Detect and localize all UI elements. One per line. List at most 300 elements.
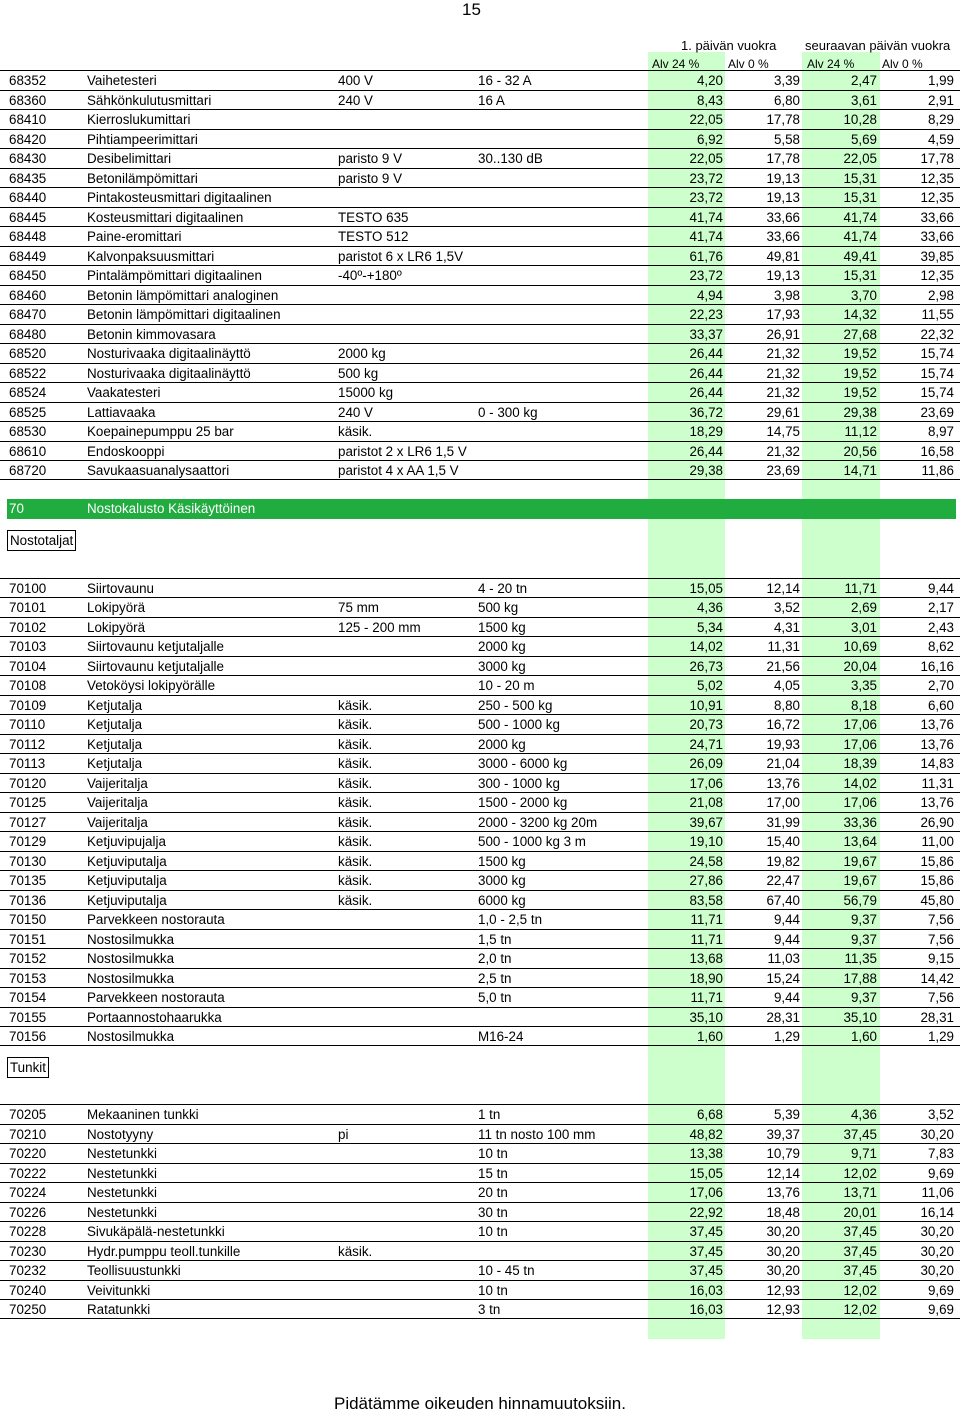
item-code: 70103: [9, 639, 47, 654]
price-day1-alv0: 18,48: [766, 1204, 800, 1220]
price-day1-alv24: 24,58: [689, 853, 723, 869]
item-name: Pintalämpömittari digitaalinen: [87, 268, 262, 283]
item-name: Sähkönkulutusmittari: [87, 92, 212, 108]
price-next-alv0: 2,17: [927, 600, 954, 615]
price-day1-alv0: 13,76: [766, 775, 800, 791]
item-code: 70108: [9, 678, 47, 693]
price-next-alv24: 27,68: [843, 326, 877, 342]
price-next-alv0: 11,00: [921, 834, 954, 849]
table-row: [0, 1280, 960, 1300]
table-row: [0, 1241, 960, 1261]
price-day1-alv24: 15,05: [689, 580, 723, 596]
subsection-title-nostotaljat: Nostotaljat: [7, 530, 76, 551]
price-day1-alv24: 4,36: [696, 600, 723, 615]
item-code: 70232: [9, 1263, 47, 1278]
item-spec: käsik.: [338, 814, 373, 830]
item-code: 70228: [9, 1224, 47, 1239]
price-day1-alv0: 19,82: [766, 853, 800, 869]
item-spec: käsik.: [338, 834, 373, 849]
price-next-alv0: 13,76: [920, 736, 954, 752]
price-next-alv24: 8,18: [850, 697, 877, 713]
table-row: [0, 1143, 960, 1163]
price-next-alv0: 33,66: [920, 209, 954, 225]
table-row: [0, 363, 960, 383]
price-next-alv24: 15,31: [843, 170, 877, 186]
item-name: Lokipyörä: [87, 619, 146, 635]
section-name: Nostokalusto Käsikäyttöinen: [87, 501, 256, 516]
price-day1-alv0: 12,93: [766, 1282, 800, 1298]
item-code: 68530: [9, 424, 47, 439]
header-next-day: seuraavan päivän vuokra: [805, 38, 951, 53]
item-name: Siirtovaunu: [87, 580, 154, 596]
price-day1-alv0: 12,93: [766, 1302, 800, 1317]
table-row: [0, 187, 960, 207]
price-next-alv24: 56,79: [843, 892, 877, 908]
table-row: [0, 285, 960, 305]
price-next-alv24: 12,02: [843, 1165, 877, 1181]
table-row: [0, 734, 960, 754]
price-next-alv24: 13,64: [843, 834, 877, 849]
price-day1-alv0: 49,81: [766, 248, 800, 264]
price-day1-alv0: 21,32: [766, 443, 800, 459]
price-day1-alv24: 22,05: [689, 112, 723, 127]
price-next-alv24: 9,37: [850, 931, 877, 947]
price-next-alv24: 13,71: [843, 1185, 877, 1200]
price-next-alv0: 15,86: [920, 853, 954, 869]
price-day1-alv24: 22,23: [689, 307, 723, 322]
price-day1-alv0: 19,13: [766, 268, 800, 283]
item-capacity: 500 kg: [478, 600, 519, 615]
price-day1-alv0: 3,39: [773, 73, 800, 88]
header-nextday-alv0: Alv 0 %: [882, 57, 923, 71]
price-day1-alv24: 18,90: [689, 970, 723, 986]
price-next-alv0: 11,86: [921, 463, 954, 478]
item-code: 70101: [9, 600, 47, 615]
item-spec: TESTO 512: [338, 229, 409, 244]
item-name: Betonin lämpömittari analoginen: [87, 287, 279, 303]
price-next-alv24: 4,36: [850, 1107, 877, 1122]
price-next-alv24: 11,12: [844, 424, 877, 439]
price-day1-alv0: 30,20: [766, 1243, 800, 1259]
item-code: 70155: [9, 1009, 47, 1025]
price-day1-alv24: 26,09: [689, 756, 723, 771]
item-code: 70104: [9, 658, 47, 674]
item-code: 68610: [9, 443, 47, 459]
price-next-alv24: 37,45: [843, 1126, 877, 1142]
item-name: Nestetunkki: [87, 1185, 157, 1200]
price-next-alv24: 19,52: [843, 385, 877, 400]
price-next-alv0: 11,31: [921, 775, 954, 791]
item-capacity: 3000 kg: [478, 873, 526, 888]
item-code: 70120: [9, 775, 47, 791]
price-next-alv24: 12,02: [843, 1282, 877, 1298]
item-name: Ketjuviputalja: [87, 853, 167, 869]
table-row: [0, 948, 960, 968]
header-day1-alv24: Alv 24 %: [652, 57, 700, 71]
price-next-alv0: 8,97: [927, 424, 954, 439]
item-code: 68420: [9, 131, 47, 147]
price-next-alv24: 19,52: [843, 365, 877, 381]
price-next-alv24: 2,47: [850, 73, 877, 88]
item-code: 70113: [9, 756, 46, 771]
price-day1-alv24: 26,44: [689, 365, 723, 381]
item-capacity: 10 tn: [478, 1282, 508, 1298]
price-day1-alv24: 83,58: [689, 892, 723, 908]
price-day1-alv24: 10,91: [689, 697, 723, 713]
item-capacity: 2000 - 3200 kg 20m: [478, 814, 598, 830]
table-row: [0, 597, 960, 617]
price-next-alv24: 9,71: [850, 1146, 877, 1161]
price-next-alv24: 5,69: [850, 131, 877, 147]
item-capacity: 16 A: [478, 92, 505, 108]
price-day1-alv0: 4,31: [773, 619, 800, 635]
price-next-alv24: 14,02: [843, 775, 877, 791]
subsection-title-tunkit: Tunkit: [7, 1057, 49, 1078]
item-capacity: 10 - 20 m: [478, 678, 535, 693]
price-next-alv24: 33,36: [843, 814, 877, 830]
price-day1-alv0: 3,52: [773, 600, 800, 615]
price-next-alv0: 9,69: [927, 1165, 954, 1181]
item-code: 68440: [9, 190, 47, 205]
price-day1-alv24: 4,20: [696, 73, 723, 88]
item-name: Vaijeritalja: [87, 814, 148, 830]
item-name: Parvekkeen nostorauta: [87, 990, 225, 1005]
item-capacity: 500 - 1000 kg 3 m: [478, 834, 586, 849]
price-day1-alv0: 17,93: [766, 307, 800, 322]
price-day1-alv0: 17,00: [766, 795, 800, 810]
item-spec: käsik.: [338, 853, 373, 869]
price-day1-alv0: 30,20: [766, 1263, 800, 1278]
price-day1-alv24: 26,73: [689, 658, 723, 674]
price-day1-alv24: 36,72: [689, 404, 723, 420]
item-capacity: 10 tn: [478, 1224, 508, 1239]
item-name: Desibelimittari: [87, 151, 172, 166]
table-row: [0, 441, 960, 461]
item-name: Nosturivaaka digitaalinäyttö: [87, 346, 251, 361]
item-code: 70127: [9, 814, 47, 830]
item-code: 70153: [9, 970, 47, 986]
item-capacity: 15 tn: [478, 1165, 508, 1181]
price-day1-alv0: 21,32: [766, 385, 800, 400]
price-day1-alv24: 5,34: [696, 619, 723, 635]
item-code: 70110: [9, 717, 46, 732]
price-table: [0, 70, 960, 1319]
price-next-alv24: 3,70: [850, 287, 877, 303]
table-row: [0, 304, 960, 324]
table-row: [0, 343, 960, 363]
section-code: 70: [9, 501, 24, 516]
price-next-alv0: 1,29: [927, 1029, 954, 1044]
item-code: 70210: [9, 1126, 47, 1142]
price-day1-alv24: 11,71: [690, 990, 723, 1005]
price-next-alv0: 39,85: [920, 248, 954, 264]
item-capacity: 1500 kg: [478, 619, 526, 635]
price-next-alv0: 45,80: [920, 892, 954, 908]
price-day1-alv0: 21,04: [766, 756, 800, 771]
price-day1-alv24: 41,74: [689, 229, 723, 244]
spacer: [0, 480, 960, 500]
table-row: [0, 246, 960, 266]
price-day1-alv0: 3,98: [773, 287, 800, 303]
item-code: 70150: [9, 912, 47, 927]
item-spec: 240 V: [338, 92, 373, 108]
item-name: Ketjuvipujalja: [87, 834, 166, 849]
table-row: [0, 1221, 960, 1241]
item-capacity: 1,5 tn: [478, 931, 512, 947]
price-next-alv24: 17,06: [843, 736, 877, 752]
price-day1-alv0: 22,47: [766, 873, 800, 888]
item-code: 68430: [9, 151, 47, 166]
item-spec: 125 - 200 mm: [338, 619, 421, 635]
price-day1-alv0: 9,44: [773, 990, 800, 1005]
price-day1-alv0: 30,20: [766, 1224, 800, 1239]
item-spec: käsik.: [338, 424, 373, 439]
price-day1-alv0: 11,31: [767, 639, 800, 654]
item-capacity: 2,5 tn: [478, 970, 512, 986]
price-day1-alv24: 13,68: [689, 951, 723, 966]
table-row: [0, 617, 960, 637]
price-next-alv0: 9,15: [927, 951, 954, 966]
item-name: Ratatunkki: [87, 1302, 151, 1317]
price-day1-alv24: 14,02: [689, 639, 723, 654]
price-day1-alv0: 29,61: [766, 404, 800, 420]
table-row: [0, 695, 960, 715]
item-code: 68524: [9, 385, 47, 400]
item-capacity: 6000 kg: [478, 892, 526, 908]
price-next-alv24: 9,37: [850, 990, 877, 1005]
price-day1-alv24: 24,71: [689, 736, 723, 752]
price-day1-alv24: 18,29: [689, 424, 723, 439]
price-day1-alv0: 19,13: [766, 190, 800, 205]
price-day1-alv24: 16,03: [689, 1302, 723, 1317]
price-day1-alv24: 13,38: [689, 1146, 723, 1161]
item-capacity: 10 - 45 tn: [478, 1263, 535, 1278]
price-next-alv0: 2,70: [927, 678, 954, 693]
price-day1-alv24: 23,72: [689, 190, 723, 205]
price-next-alv0: 30,20: [920, 1224, 954, 1239]
price-next-alv0: 14,42: [920, 970, 954, 986]
item-capacity: 1 tn: [478, 1107, 501, 1122]
price-next-alv24: 11,71: [844, 580, 877, 596]
price-next-alv0: 12,35: [920, 170, 954, 186]
table-row: [0, 1260, 960, 1280]
table-row: [0, 987, 960, 1007]
item-code: 70156: [9, 1029, 47, 1044]
price-next-alv0: 6,60: [927, 697, 954, 713]
table-row: [0, 421, 960, 441]
price-day1-alv0: 8,80: [773, 697, 800, 713]
price-next-alv24: 14,71: [843, 463, 877, 478]
price-next-alv0: 22,32: [920, 326, 954, 342]
table-row: [0, 207, 960, 227]
price-day1-alv0: 17,78: [766, 112, 800, 127]
item-name: Betonilämpömittari: [87, 170, 198, 186]
table-row: [0, 1299, 960, 1319]
price-day1-alv0: 9,44: [773, 912, 800, 927]
item-name: Veivitunkki: [87, 1282, 151, 1298]
item-code: 68720: [9, 463, 47, 478]
price-next-alv24: 37,45: [843, 1224, 877, 1239]
table-row: [0, 831, 960, 851]
price-day1-alv24: 39,67: [689, 814, 723, 830]
item-capacity: 30 tn: [478, 1204, 508, 1220]
item-name: Siirtovaunu ketjutaljalle: [87, 639, 224, 654]
price-day1-alv0: 15,40: [766, 834, 800, 849]
price-day1-alv0: 13,76: [766, 1185, 800, 1200]
item-spec: -40º-+180º: [338, 268, 402, 283]
price-day1-alv0: 31,99: [766, 814, 800, 830]
table-row: [0, 1163, 960, 1183]
price-next-alv24: 3,61: [850, 92, 877, 108]
price-day1-alv0: 19,13: [766, 170, 800, 186]
price-next-alv24: 41,74: [843, 229, 877, 244]
price-day1-alv0: 21,32: [766, 346, 800, 361]
table-row: [0, 70, 960, 90]
item-spec: käsik.: [338, 892, 373, 908]
item-name: Nostosilmukka: [87, 951, 175, 966]
price-day1-alv24: 26,44: [689, 385, 723, 400]
item-name: Nostosilmukka: [87, 1029, 175, 1044]
table-row: [0, 402, 960, 422]
price-next-alv24: 49,41: [843, 248, 877, 264]
item-name: Kosteusmittari digitaalinen: [87, 209, 244, 225]
price-day1-alv24: 11,71: [690, 912, 723, 927]
item-capacity: 3 tn: [478, 1302, 501, 1317]
item-spec: 240 V: [338, 404, 373, 420]
price-day1-alv24: 11,71: [690, 931, 723, 947]
item-name: Betonin lämpömittari digitaalinen: [87, 307, 281, 322]
item-code: 68450: [9, 268, 47, 283]
price-day1-alv24: 22,92: [689, 1204, 723, 1220]
table-row: [0, 1104, 960, 1124]
price-next-alv24: 37,45: [843, 1243, 877, 1259]
item-capacity: 250 - 500 kg: [478, 697, 553, 713]
item-code: 68410: [9, 112, 47, 127]
page-number: 15: [462, 0, 481, 19]
item-code: 68480: [9, 326, 47, 342]
item-code: 70222: [9, 1165, 47, 1181]
item-name: Endoskooppi: [87, 443, 165, 459]
table-row: [0, 109, 960, 129]
item-name: Nostotyyny: [87, 1126, 154, 1142]
table-row: [0, 1007, 960, 1027]
item-spec: 400 V: [338, 73, 373, 88]
item-code: 70250: [9, 1302, 47, 1317]
item-name: Siirtovaunu ketjutaljalle: [87, 658, 224, 674]
item-capacity: 3000 - 6000 kg: [478, 756, 568, 771]
item-code: 68460: [9, 287, 47, 303]
item-capacity: 500 - 1000 kg: [478, 717, 560, 732]
price-day1-alv0: 15,24: [766, 970, 800, 986]
price-next-alv0: 7,56: [927, 990, 954, 1005]
item-name: Nostosilmukka: [87, 970, 175, 986]
table-row: [0, 792, 960, 812]
table-row: [0, 929, 960, 949]
item-name: Pintakosteusmittari digitaalinen: [87, 190, 272, 205]
price-next-alv24: 10,69: [843, 639, 877, 654]
table-row: [0, 265, 960, 285]
item-code: 68449: [9, 248, 47, 264]
table-row: [0, 1202, 960, 1222]
item-spec: 500 kg: [338, 365, 379, 381]
item-code: 68525: [9, 404, 47, 420]
item-spec: käsik.: [338, 756, 373, 771]
item-code: 70154: [9, 990, 47, 1005]
item-code: 70152: [9, 951, 47, 966]
price-day1-alv24: 29,38: [689, 463, 723, 478]
price-next-alv24: 22,05: [843, 151, 877, 166]
price-next-alv24: 20,01: [843, 1204, 877, 1220]
table-row: [0, 636, 960, 656]
price-next-alv0: 9,69: [927, 1282, 954, 1298]
price-next-alv0: 16,58: [920, 443, 954, 459]
price-next-alv24: 2,69: [850, 600, 877, 615]
price-next-alv0: 28,31: [920, 1009, 954, 1025]
item-capacity: 30..130 dB: [478, 151, 543, 166]
item-capacity: 16 - 32 A: [478, 73, 532, 88]
price-next-alv0: 7,56: [927, 912, 954, 927]
item-name: Nostosilmukka: [87, 931, 175, 947]
item-capacity: 1500 - 2000 kg: [478, 795, 568, 810]
price-next-alv24: 35,10: [843, 1009, 877, 1025]
item-name: Ketjutalja: [87, 717, 143, 732]
price-day1-alv0: 21,56: [766, 658, 800, 674]
price-day1-alv24: 6,92: [696, 131, 723, 147]
item-capacity: 0 - 300 kg: [478, 404, 538, 420]
table-row: [0, 324, 960, 344]
item-capacity: 4 - 20 tn: [478, 580, 528, 596]
item-spec: 75 mm: [338, 600, 379, 615]
price-day1-alv24: 1,60: [696, 1029, 723, 1044]
item-name: Vaijeritalja: [87, 775, 148, 791]
subsection-wrapper: [0, 519, 960, 558]
table-row: [0, 675, 960, 695]
price-next-alv24: 15,31: [843, 268, 877, 283]
item-name: Vaihetesteri: [87, 73, 157, 88]
item-capacity: 300 - 1000 kg: [478, 775, 560, 791]
price-day1-alv24: 6,68: [696, 1107, 723, 1122]
item-code: 70220: [9, 1146, 47, 1161]
price-day1-alv0: 21,32: [766, 365, 800, 381]
table-row: [0, 1026, 960, 1046]
item-name: Kierroslukumittari: [87, 112, 191, 127]
price-next-alv0: 26,90: [920, 814, 954, 830]
price-day1-alv0: 5,58: [773, 131, 800, 147]
price-day1-alv24: 15,05: [689, 1165, 723, 1181]
item-code: 70240: [9, 1282, 47, 1298]
price-day1-alv0: 67,40: [766, 892, 800, 908]
item-name: Vaakatesteri: [87, 385, 161, 400]
item-capacity: 11 tn nosto 100 mm: [478, 1126, 596, 1142]
table-row: [0, 656, 960, 676]
table-row: [0, 909, 960, 929]
price-day1-alv0: 33,66: [766, 209, 800, 225]
item-capacity: 1500 kg: [478, 853, 526, 869]
price-next-alv24: 3,01: [850, 619, 877, 635]
price-next-alv0: 12,35: [920, 268, 954, 283]
price-next-alv0: 8,29: [927, 112, 954, 127]
item-spec: paristot 6 x LR6 1,5V: [338, 248, 464, 264]
item-code: 70112: [9, 736, 46, 752]
item-name: Nosturivaaka digitaalinäyttö: [87, 365, 251, 381]
item-name: Parvekkeen nostorauta: [87, 912, 225, 927]
price-next-alv0: 15,74: [920, 365, 954, 381]
price-next-alv24: 10,28: [843, 112, 877, 127]
item-name: Kalvonpaksuusmittari: [87, 248, 215, 264]
price-next-alv0: 14,83: [920, 756, 954, 771]
item-code: 68470: [9, 307, 47, 322]
table-row: [0, 578, 960, 598]
